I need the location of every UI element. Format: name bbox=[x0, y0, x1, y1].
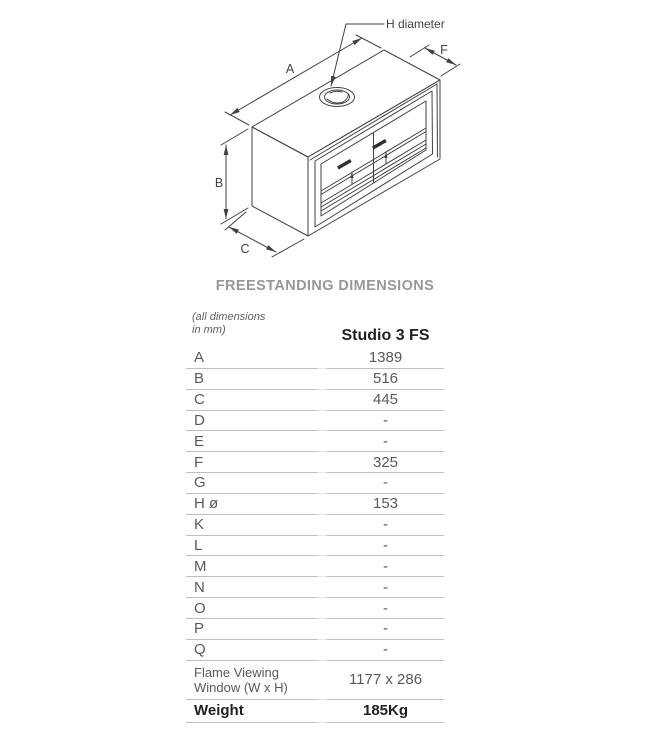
flue-collar bbox=[320, 88, 355, 107]
table-row bbox=[186, 577, 444, 598]
units-note-line1: (all dimensions bbox=[192, 311, 266, 323]
dimension-label: Weight bbox=[186, 700, 317, 723]
dimension-label: L bbox=[186, 536, 317, 557]
dimension-value: - bbox=[327, 411, 444, 432]
dimension-value: - bbox=[327, 515, 444, 536]
door-latches bbox=[352, 152, 386, 184]
column-gap bbox=[317, 661, 327, 700]
dimension-label: O bbox=[186, 598, 317, 619]
units-note-line2: in mm) bbox=[192, 323, 226, 336]
stove-isometric-diagram bbox=[0, 0, 650, 270]
dimension-label: D bbox=[186, 411, 317, 432]
column-gap bbox=[317, 619, 327, 640]
dimension-value: 1177 x 286 bbox=[327, 661, 444, 700]
column-gap bbox=[317, 369, 327, 390]
dimension-label-h-diameter: H diameter bbox=[386, 17, 445, 31]
dimension-label: A bbox=[186, 348, 317, 369]
dimension-value: - bbox=[327, 473, 444, 494]
column-gap bbox=[317, 536, 327, 557]
column-gap bbox=[317, 304, 327, 348]
dimension-label: F bbox=[186, 452, 317, 473]
dimension-value: 445 bbox=[327, 390, 444, 411]
column-gap bbox=[317, 348, 327, 369]
dimension-arrow-c bbox=[225, 212, 304, 257]
column-gap bbox=[317, 515, 327, 536]
dimension-value: - bbox=[327, 556, 444, 577]
table-row bbox=[186, 452, 444, 473]
table-row bbox=[186, 515, 444, 536]
dimension-label: E bbox=[186, 431, 317, 452]
dimension-label bbox=[186, 661, 317, 700]
dimensions-table bbox=[186, 304, 444, 723]
dimension-label: N bbox=[186, 577, 317, 598]
dimension-value: - bbox=[327, 598, 444, 619]
dimension-value: - bbox=[327, 431, 444, 452]
column-gap bbox=[317, 473, 327, 494]
dimension-arrow-b bbox=[221, 129, 248, 224]
dimension-label: K bbox=[186, 515, 317, 536]
table-header-row bbox=[186, 304, 444, 348]
table-row bbox=[186, 473, 444, 494]
dimension-arrow-f bbox=[410, 45, 460, 76]
dimension-value: 325 bbox=[327, 452, 444, 473]
dimension-label-b: B bbox=[214, 176, 224, 190]
stove-body-outline bbox=[252, 50, 440, 236]
column-gap bbox=[317, 431, 327, 452]
table-row bbox=[186, 556, 444, 577]
dimension-rows bbox=[186, 348, 444, 661]
column-gap bbox=[317, 494, 327, 515]
dimension-value: - bbox=[327, 536, 444, 557]
dimension-label: Q bbox=[186, 640, 317, 661]
column-gap bbox=[317, 598, 327, 619]
table-row bbox=[186, 431, 444, 452]
dimension-label-a: A bbox=[285, 62, 295, 76]
dimension-label: G bbox=[186, 473, 317, 494]
dimension-value: 153 bbox=[327, 494, 444, 515]
window-label-line1: Flame Viewing bbox=[194, 664, 280, 680]
section-title: FREESTANDING DIMENSIONS bbox=[215, 278, 435, 294]
table-row bbox=[186, 598, 444, 619]
dimension-label: P bbox=[186, 619, 317, 640]
column-gap bbox=[317, 700, 327, 723]
product-column-header: Studio 3 FS bbox=[341, 327, 430, 344]
dimension-label-f: F bbox=[440, 43, 448, 57]
dimension-value: - bbox=[327, 619, 444, 640]
table-row bbox=[186, 390, 444, 411]
table-row-flame-viewing-window bbox=[186, 661, 444, 700]
dimension-value: 1389 bbox=[327, 348, 444, 369]
dimension-value: 516 bbox=[327, 369, 444, 390]
window-label-line2: Window (W x H) bbox=[194, 679, 288, 695]
column-gap bbox=[317, 556, 327, 577]
column-gap bbox=[317, 390, 327, 411]
table-row bbox=[186, 369, 444, 390]
column-gap bbox=[317, 452, 327, 473]
dimension-value: - bbox=[327, 577, 444, 598]
column-gap bbox=[317, 577, 327, 598]
column-gap bbox=[317, 640, 327, 661]
table-row-weight bbox=[186, 700, 444, 723]
dimension-arrow-a bbox=[225, 35, 381, 125]
table-row bbox=[186, 640, 444, 661]
table-row bbox=[186, 411, 444, 432]
dimension-label: B bbox=[186, 369, 317, 390]
dimension-label: M bbox=[186, 556, 317, 577]
dimension-label-c: C bbox=[240, 242, 250, 256]
dimension-label: C bbox=[186, 390, 317, 411]
table-row bbox=[186, 619, 444, 640]
dimension-value: 185Kg bbox=[327, 700, 444, 723]
table-row bbox=[186, 348, 444, 369]
dimension-label: H ø bbox=[186, 494, 317, 515]
table-row bbox=[186, 536, 444, 557]
dimension-value: - bbox=[327, 640, 444, 661]
units-note bbox=[186, 304, 317, 348]
column-gap bbox=[317, 411, 327, 432]
table-row bbox=[186, 494, 444, 515]
